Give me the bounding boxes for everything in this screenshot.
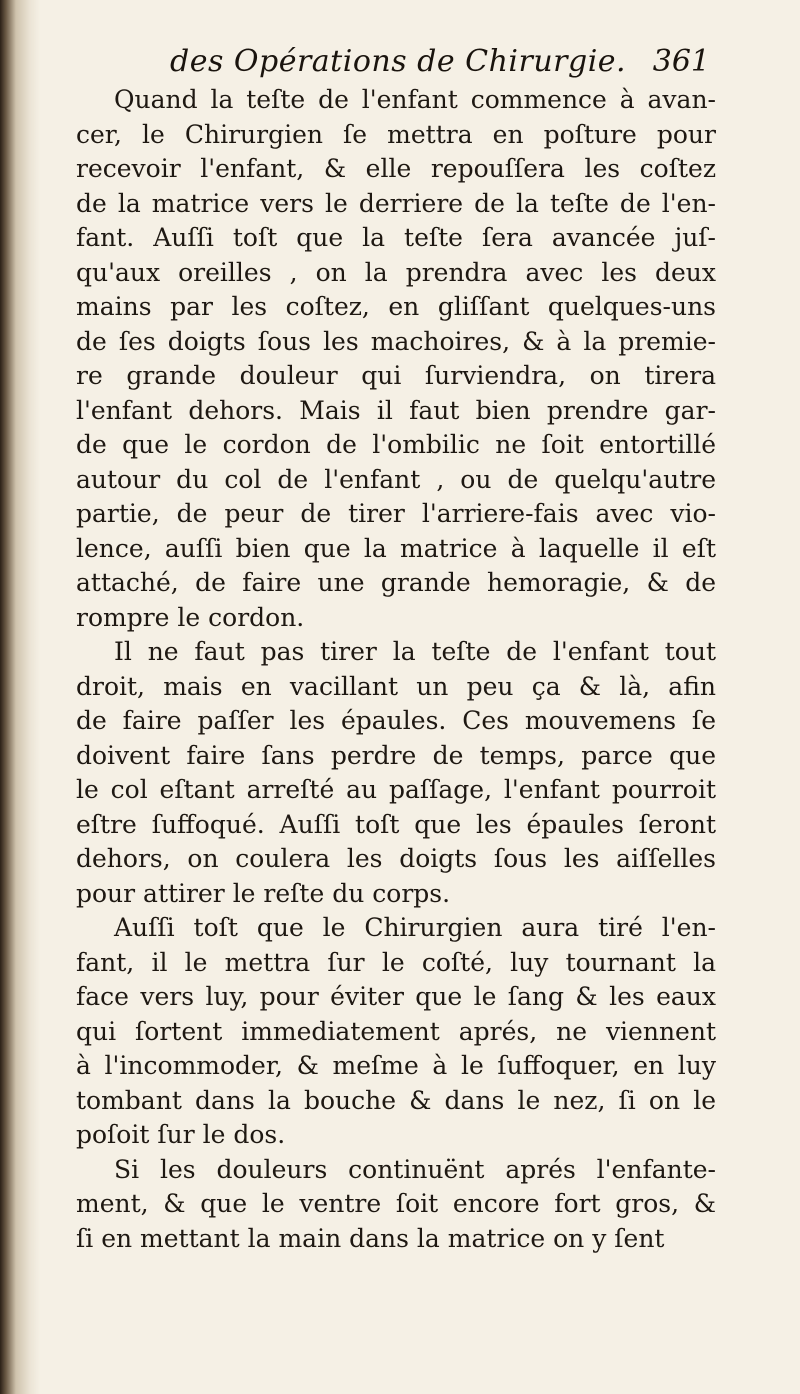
paragraph	[76, 83, 716, 635]
text-line: droit, mais en vacillant un peu ça & là, afin	[76, 671, 716, 701]
paragraph	[76, 635, 716, 911]
text-line: eſtre ſuffoqué. Auſſi toſt que les épaules ſeront	[76, 809, 716, 839]
page-binding-shadow	[0, 0, 40, 1394]
text-line: Auſſi toſt que le Chirurgien aura tiré l'en-	[114, 913, 716, 942]
text-line: face vers luy, pour éviter que le ſang & les eaux	[76, 982, 716, 1011]
body-text	[76, 83, 716, 1256]
text-line: Si les douleurs continuënt aprés l'enfante-	[114, 1154, 716, 1184]
paragraph	[76, 911, 716, 1153]
text-line: dehors, on coulera les doigts ſous les aiſſelles	[76, 844, 716, 873]
text-line: l'enfant dehors. Mais il faut bien prendre gar-	[76, 395, 716, 425]
text-line: qui ſortent immediatement aprés, ne viennent	[76, 1016, 716, 1046]
text-line: poſoit ſur le dos.	[76, 1120, 286, 1149]
text-line: fant, il le mettra ſur le coſté, luy tournant la	[76, 947, 716, 977]
text-line: ſi en mettant la main dans la matrice on y ſent	[76, 1223, 665, 1253]
text-line: de que le cordon de l'ombilic ne ſoit entortillé	[76, 430, 716, 459]
text-line: attaché, de faire une grande hemoragie, & de	[76, 568, 716, 597]
text-line: ment, & que le ventre ſoit encore fort gros, &	[76, 1189, 716, 1218]
text-line: doivent faire ſans perdre de temps, parce que	[76, 740, 716, 770]
text-line: tombant dans la bouche & dans le nez, ſi on le	[76, 1085, 716, 1115]
text-line: de la matrice vers le derriere de la teſte de l'en-	[76, 188, 716, 218]
text-line: lence, auſſi bien que la matrice à laquelle il eſt	[76, 533, 716, 563]
text-line: Il ne faut pas tirer la teſte de l'enfant tout	[114, 637, 716, 666]
text-line: à l'incommoder, & meſme à le ſuffoquer, en luy	[76, 1051, 716, 1080]
text-line: fant. Auſſi toſt que la teſte ſera avancée juſ-	[76, 223, 716, 252]
text-line: rompre le cordon.	[76, 602, 305, 632]
text-line: autour du col de l'enfant , ou de quelqu'autre	[76, 464, 716, 494]
paragraph	[76, 1153, 716, 1257]
text-line: le col eſtant arreſté au paſſage, l'enfant pourroit	[76, 775, 716, 804]
running-title: des Opérations de Chirurgie.	[170, 44, 627, 79]
text-line: partie, de peur de tirer l'arriere-fais avec vio-	[76, 499, 716, 528]
page-number: 361	[652, 44, 710, 79]
text-line: Quand la teſte de l'enfant commence à avan-	[114, 85, 716, 114]
text-line: re grande douleur qui ſurviendra, on tirera	[76, 361, 716, 390]
page-header	[170, 38, 710, 88]
text-line: de ſes doigts ſous les machoires, & à la premie-	[76, 326, 716, 356]
text-line: recevoir l'enfant, & elle repouſſera les coſtez	[76, 154, 716, 183]
text-line: qu'aux oreilles , on la prendra avec les deux	[76, 257, 716, 287]
text-line: cer, le Chirurgien ſe mettra en poſture pour	[76, 119, 716, 149]
text-line: de faire paſſer les épaules. Ces mouvemens ſe	[76, 706, 716, 735]
text-line: mains par les coſtez, en gliſſant quelques-uns	[76, 292, 716, 321]
text-line: pour attirer le reſte du corps.	[76, 878, 451, 908]
